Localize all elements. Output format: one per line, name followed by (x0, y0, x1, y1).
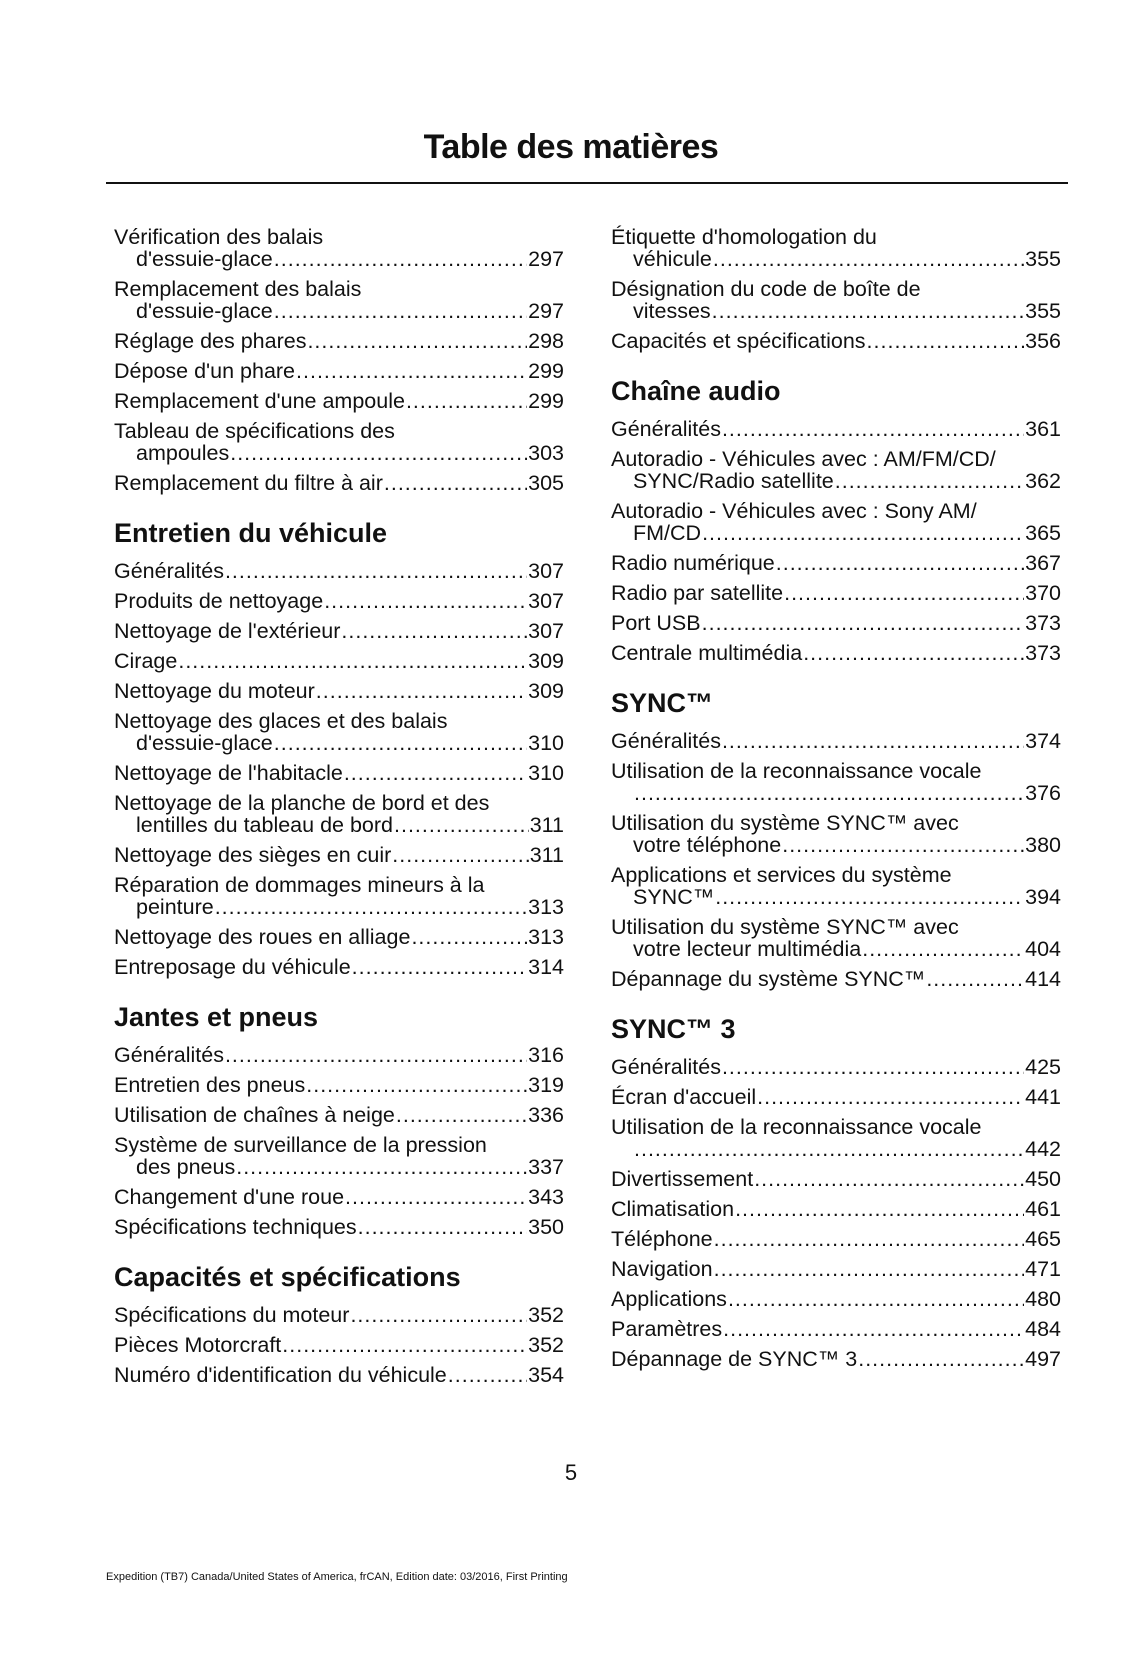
toc-entry-line (114, 1364, 564, 1386)
toc-entry-title-end: Généralités (611, 729, 721, 753)
toc-right-column (611, 226, 1061, 1378)
toc-entry-title-end: Changement d'une roue (114, 1185, 345, 1209)
dot-leader (396, 1104, 527, 1126)
toc-entry-line (114, 330, 564, 352)
toc-entry-line (611, 730, 1061, 752)
toc-entry-title-end: Divertissement (611, 1167, 754, 1191)
toc-entry-line (114, 1044, 564, 1066)
footer-edition-info: Expedition (TB7) Canada/United States of America, frCAN, Edition date: 03/2016, First Printing (106, 1571, 568, 1583)
toc-entry-line (114, 1216, 564, 1238)
toc-entry-line (611, 612, 1061, 634)
toc-entry-page: 305 (528, 471, 564, 495)
toc-entry-title-end: Écran d'accueil (611, 1085, 757, 1109)
toc-entry-title-end: Réglage des phares (114, 329, 307, 353)
toc-entry-page: 373 (1025, 611, 1061, 635)
toc-entry-line (611, 470, 1061, 492)
toc-entry-page: 307 (528, 559, 564, 583)
toc-entry-line (611, 968, 1061, 990)
toc-entry-line (114, 1304, 564, 1326)
dot-leader (735, 1198, 1024, 1220)
toc-entry-line (611, 1348, 1061, 1370)
toc-entry-title: Désignation du code de boîte de (611, 277, 921, 301)
toc-entry-title-end: Centrale multimédia (611, 641, 803, 665)
toc-entry[interactable] (611, 582, 1061, 604)
toc-entry-title-end: peinture (136, 895, 214, 919)
dot-leader (722, 1056, 1024, 1078)
toc-entry[interactable] (611, 226, 1061, 270)
toc-entry[interactable] (114, 926, 564, 948)
dot-leader (324, 590, 527, 612)
toc-entry-line (611, 582, 1061, 604)
toc-entry[interactable] (611, 1056, 1061, 1078)
toc-entry-line (611, 418, 1061, 440)
toc-entry-page: 352 (528, 1333, 564, 1357)
toc-entry-title-end: Numéro d'identification du véhicule (114, 1363, 447, 1387)
toc-entry-page: 350 (528, 1215, 564, 1239)
title-divider (106, 182, 1068, 184)
toc-entry-title: Utilisation de la reconnaissance vocale (611, 1115, 982, 1139)
toc-entry-line (114, 814, 564, 836)
toc-entry-page: 376 (1025, 781, 1061, 805)
toc-entry-page: 307 (528, 589, 564, 613)
toc-entry-page: 316 (528, 1043, 564, 1067)
toc-entry[interactable] (114, 472, 564, 494)
toc-entry-page: 314 (528, 955, 564, 979)
toc-entry-page: 309 (528, 649, 564, 673)
toc-entry-line (611, 642, 1061, 664)
toc-entry-title-end: Nettoyage de l'habitacle (114, 761, 343, 785)
toc-entry-title-end: Remplacement d'une ampoule (114, 389, 405, 413)
toc-entry-page: 414 (1025, 967, 1061, 991)
toc-entry[interactable] (114, 680, 564, 702)
toc-entry-title-end: Spécifications techniques (114, 1215, 357, 1239)
toc-entry-line (114, 650, 564, 672)
toc-entry-page: 380 (1025, 833, 1061, 857)
toc-entry-line (611, 1138, 1061, 1160)
toc-entry[interactable] (611, 1348, 1061, 1370)
toc-entry-line (611, 330, 1061, 352)
toc-entry-page: 311 (529, 813, 564, 837)
dot-leader (406, 390, 527, 412)
toc-entry-page: 303 (528, 441, 564, 465)
toc-entry-title: Utilisation du système SYNC™ avec (611, 811, 959, 835)
toc-entry[interactable] (611, 418, 1061, 440)
toc-entry-page: 461 (1025, 1197, 1061, 1221)
toc-entry[interactable] (114, 956, 564, 978)
toc-entry-page: 367 (1025, 551, 1061, 575)
toc-entry-line (611, 886, 1061, 908)
section-heading: Entretien du véhicule (114, 518, 388, 548)
toc-entry-page: 310 (528, 761, 564, 785)
toc-entry-line (611, 834, 1061, 856)
toc-entry[interactable] (114, 650, 564, 672)
dot-leader (803, 642, 1024, 664)
dot-leader (341, 620, 527, 642)
dot-leader (307, 330, 527, 352)
toc-entry-page: 310 (528, 731, 564, 755)
toc-entry-line (611, 1288, 1061, 1310)
toc-entry-title: Tableau de spécifications des (114, 419, 395, 443)
dot-leader (225, 1044, 527, 1066)
toc-entry[interactable] (114, 560, 564, 582)
toc-entry-title-end: Applications (611, 1287, 727, 1311)
toc-entry-line (114, 844, 564, 866)
dot-leader (411, 926, 527, 948)
toc-entry-title-end: Dépose d'un phare (114, 359, 296, 383)
section-heading: Chaîne audio (611, 376, 781, 406)
toc-entry-title-end: des pneus (136, 1155, 236, 1179)
toc-entry[interactable] (114, 1304, 564, 1326)
toc-entry[interactable] (611, 812, 1061, 856)
toc-entry[interactable] (611, 612, 1061, 634)
dot-leader (230, 442, 527, 464)
toc-entry-title-end: Capacités et spécifications (611, 329, 866, 353)
toc-entry[interactable] (611, 864, 1061, 908)
toc-entry-line (114, 248, 564, 270)
toc-entry[interactable] (611, 1318, 1061, 1340)
toc-entry-title-end: vitesses (633, 299, 711, 323)
toc-entry-line (114, 1334, 564, 1356)
dot-leader (715, 886, 1024, 908)
toc-entry-line (114, 762, 564, 784)
toc-entry-title-end: Radio numérique (611, 551, 775, 575)
toc-entry-line (611, 522, 1061, 544)
toc-entry-page: 311 (529, 843, 564, 867)
toc-entry-line (611, 1318, 1061, 1340)
toc-entry-title-end: véhicule (633, 247, 712, 271)
dot-leader (296, 360, 527, 382)
toc-entry-title-end: d'essuie-glace (136, 299, 273, 323)
toc-entry-title: Remplacement des balais (114, 277, 362, 301)
toc-entry-page: 442 (1025, 1137, 1061, 1161)
toc-entry-line (611, 1168, 1061, 1190)
dot-leader (358, 1216, 528, 1238)
toc-entry[interactable] (114, 278, 564, 322)
dot-leader (835, 470, 1024, 492)
dot-leader (345, 1186, 527, 1208)
toc-entry[interactable] (114, 226, 564, 270)
toc-entry-title-end: Généralités (114, 1043, 224, 1067)
toc-entry-title-end: Dépannage de SYNC™ 3 (611, 1347, 858, 1371)
toc-entry-page: 484 (1025, 1317, 1061, 1341)
toc-entry-line (114, 620, 564, 642)
toc-entry-title: Utilisation du système SYNC™ avec (611, 915, 959, 939)
toc-entry-line (114, 1156, 564, 1178)
toc-entry[interactable] (114, 1216, 564, 1238)
toc-entry-line (114, 1186, 564, 1208)
toc-entry-title-end: Climatisation (611, 1197, 735, 1221)
toc-entry-title-end: SYNC/Radio satellite (633, 469, 834, 493)
dot-leader (712, 300, 1024, 322)
section-heading: SYNC™ (611, 688, 714, 718)
toc-entry-page: 394 (1025, 885, 1061, 909)
section-heading: SYNC™ 3 (611, 1014, 736, 1044)
toc-entry[interactable] (611, 1198, 1061, 1220)
toc-entry-page: 352 (528, 1303, 564, 1327)
toc-entry-line (114, 1104, 564, 1126)
toc-entry-title-end: Nettoyage du moteur (114, 679, 315, 703)
toc-entry-title: Autoradio - Véhicules avec : AM/FM/CD/ (611, 447, 996, 471)
toc-entry-line (611, 1056, 1061, 1078)
toc-entry-line (114, 560, 564, 582)
toc-entry-page: 465 (1025, 1227, 1061, 1251)
dot-leader (282, 1334, 527, 1356)
toc-entry-title: Nettoyage de la planche de bord et des (114, 791, 490, 815)
dot-leader (723, 1318, 1024, 1340)
dot-leader (702, 612, 1025, 634)
toc-entry-title: Système de surveillance de la pression (114, 1133, 487, 1157)
toc-entry-title-end: Port USB (611, 611, 701, 635)
dot-leader (344, 762, 527, 784)
toc-entry-page: 343 (528, 1185, 564, 1209)
toc-entry-line (611, 1228, 1061, 1250)
toc-entry-line (114, 442, 564, 464)
toc-entry-title-end: Nettoyage des sièges en cuir (114, 843, 392, 867)
dot-leader (776, 552, 1024, 574)
dot-leader (702, 522, 1024, 544)
toc-entry-title-end: Généralités (611, 417, 721, 441)
toc-entry-page: 356 (1025, 329, 1061, 353)
toc-entry-line (114, 300, 564, 322)
toc-entry-page: 337 (528, 1155, 564, 1179)
toc-entry-line (114, 956, 564, 978)
toc-entry[interactable] (114, 874, 564, 918)
dot-leader (394, 814, 529, 836)
toc-entry[interactable] (114, 1334, 564, 1356)
dot-leader (274, 300, 527, 322)
toc-entry[interactable] (114, 360, 564, 382)
toc-entry-title: Nettoyage des glaces et des balais (114, 709, 448, 733)
dot-leader (634, 1138, 1024, 1160)
toc-entry-line (114, 896, 564, 918)
toc-entry-line (114, 472, 564, 494)
toc-entry[interactable] (611, 730, 1061, 752)
toc-entry-page: 355 (1025, 299, 1061, 323)
toc-entry-page: 319 (528, 1073, 564, 1097)
toc-entry[interactable] (114, 330, 564, 352)
toc-entry[interactable] (611, 642, 1061, 664)
dot-leader (713, 248, 1024, 270)
toc-entry-title: Vérification des balais (114, 225, 324, 249)
toc-entry-title-end: Entretien des pneus (114, 1073, 306, 1097)
toc-entry-page: 450 (1025, 1167, 1061, 1191)
dot-leader (754, 1168, 1024, 1190)
toc-entry-line (114, 390, 564, 412)
toc-entry-title-end: Pièces Motorcraft (114, 1333, 282, 1357)
dot-leader (714, 1258, 1025, 1280)
dot-leader (384, 472, 527, 494)
toc-entry-title-end: Généralités (114, 559, 224, 583)
section-heading: Capacités et spécifications (114, 1262, 461, 1292)
toc-entry-title-end: Navigation (611, 1257, 713, 1281)
toc-entry[interactable] (611, 760, 1061, 804)
toc-entry-page: 365 (1025, 521, 1061, 545)
dot-leader (225, 560, 527, 582)
toc-entry-title-end: Entreposage du véhicule (114, 955, 351, 979)
page-number: 5 (564, 1460, 578, 1485)
toc-entry[interactable] (611, 1168, 1061, 1190)
dot-leader (215, 896, 527, 918)
toc-entry-line (114, 926, 564, 948)
toc-entry-page: 404 (1025, 937, 1061, 961)
toc-entry-page: 361 (1025, 417, 1061, 441)
toc-entry-line (611, 938, 1061, 960)
toc-entry-line (114, 1074, 564, 1096)
toc-entry-title-end: Utilisation de chaînes à neige (114, 1103, 395, 1127)
toc-entry[interactable] (114, 390, 564, 412)
dot-leader (352, 956, 527, 978)
toc-entry-page: 336 (528, 1103, 564, 1127)
toc-left-column (114, 226, 564, 1394)
dot-leader (350, 1304, 527, 1326)
toc-entry-line (114, 360, 564, 382)
toc-entry-page: 298 (528, 329, 564, 353)
toc-entry-line (611, 1258, 1061, 1280)
toc-entry-title: Utilisation de la reconnaissance vocale (611, 759, 982, 783)
toc-entry-title-end: Spécifications du moteur (114, 1303, 350, 1327)
toc-entry-line (114, 590, 564, 612)
section-heading: Jantes et pneus (114, 1002, 319, 1032)
toc-entry-line (611, 782, 1061, 804)
toc-entry-page: 497 (1025, 1347, 1061, 1371)
toc-entry[interactable] (114, 1044, 564, 1066)
toc-entry-title-end: Dépannage du système SYNC™ (611, 967, 926, 991)
toc-entry-line (114, 732, 564, 754)
toc-entry[interactable] (611, 968, 1061, 990)
toc-entry-line (611, 1086, 1061, 1108)
toc-entry-line (114, 680, 564, 702)
toc-entry[interactable] (611, 1116, 1061, 1160)
toc-entry-title-end: FM/CD (633, 521, 702, 545)
dot-leader (858, 1348, 1024, 1370)
toc-entry[interactable] (611, 1086, 1061, 1108)
toc-entry[interactable] (611, 1228, 1061, 1250)
toc-entry[interactable] (114, 1074, 564, 1096)
dot-leader (178, 650, 527, 672)
toc-entry-page: 370 (1025, 581, 1061, 605)
toc-entry[interactable] (114, 1104, 564, 1126)
toc-entry-page: 297 (528, 247, 564, 271)
toc-entry[interactable] (611, 1258, 1061, 1280)
toc-entry-page: 471 (1025, 1257, 1061, 1281)
dot-leader (784, 582, 1024, 604)
dot-leader (757, 1086, 1024, 1108)
toc-entry-title-end: SYNC™ (633, 885, 715, 909)
toc-entry[interactable] (114, 590, 564, 612)
toc-entry[interactable] (114, 1186, 564, 1208)
toc-entry-page: 480 (1025, 1287, 1061, 1311)
dot-leader (862, 938, 1024, 960)
toc-entry-title: Autoradio - Véhicules avec : Sony AM/ (611, 499, 977, 523)
dot-leader (782, 834, 1024, 856)
dot-leader (926, 968, 1024, 990)
toc-entry-title-end: Nettoyage des roues en alliage (114, 925, 411, 949)
toc-entry[interactable] (114, 844, 564, 866)
toc-entry[interactable] (114, 1364, 564, 1386)
toc-entry-title-end: votre téléphone (633, 833, 782, 857)
toc-entry[interactable] (611, 1288, 1061, 1310)
toc-entry-page: 354 (528, 1363, 564, 1387)
toc-entry-title-end: Nettoyage de l'extérieur (114, 619, 341, 643)
dot-leader (274, 732, 527, 754)
dot-leader (728, 1288, 1024, 1310)
toc-entry[interactable] (611, 500, 1061, 544)
toc-entry[interactable] (114, 762, 564, 784)
toc-entry-page: 297 (528, 299, 564, 323)
toc-entry[interactable] (611, 278, 1061, 322)
dot-leader (392, 844, 528, 866)
dot-leader (722, 730, 1024, 752)
toc-entry-page: 355 (1025, 247, 1061, 271)
toc-entry-title-end: Radio par satellite (611, 581, 784, 605)
toc-entry[interactable] (114, 420, 564, 464)
toc-entry-page: 313 (528, 895, 564, 919)
page-title: Table des matières (423, 128, 719, 166)
toc-entry-page: 362 (1025, 469, 1061, 493)
toc-entry-title: Étiquette d'homologation du (611, 225, 877, 249)
toc-entry-line (611, 1198, 1061, 1220)
toc-entry-title-end: Produits de nettoyage (114, 589, 324, 613)
dot-leader (306, 1074, 527, 1096)
toc-entry[interactable] (114, 1134, 564, 1178)
toc-entry-line (611, 300, 1061, 322)
dot-leader (867, 330, 1025, 352)
toc-entry-title-end: lentilles du tableau de bord (136, 813, 393, 837)
dot-leader (714, 1228, 1025, 1250)
dot-leader (448, 1364, 527, 1386)
toc-entry-title-end: votre lecteur multimédia (633, 937, 862, 961)
dot-leader (634, 782, 1024, 804)
toc-entry-line (611, 248, 1061, 270)
toc-entry-title-end: ampoules (136, 441, 230, 465)
toc-entry-title-end: Généralités (611, 1055, 721, 1079)
toc-entry-page: 309 (528, 679, 564, 703)
toc-entry-title-end: Paramètres (611, 1317, 723, 1341)
dot-leader (722, 418, 1024, 440)
toc-entry-page: 307 (528, 619, 564, 643)
toc-entry[interactable] (114, 792, 564, 836)
toc-entry-page: 313 (528, 925, 564, 949)
toc-entry[interactable] (611, 916, 1061, 960)
toc-entry[interactable] (611, 552, 1061, 574)
toc-entry[interactable] (611, 448, 1061, 492)
toc-entry-page: 373 (1025, 641, 1061, 665)
toc-entry-title: Applications et services du système (611, 863, 952, 887)
toc-entry[interactable] (114, 710, 564, 754)
dot-leader (316, 680, 527, 702)
toc-entry-title-end: d'essuie-glace (136, 731, 273, 755)
toc-entry[interactable] (611, 330, 1061, 352)
toc-entry-title-end: Téléphone (611, 1227, 713, 1251)
toc-entry-page: 425 (1025, 1055, 1061, 1079)
toc-entry-page: 299 (528, 359, 564, 383)
dot-leader (236, 1156, 527, 1178)
toc-entry-title-end: Remplacement du filtre à air (114, 471, 383, 495)
toc-entry-line (611, 552, 1061, 574)
dot-leader (274, 248, 527, 270)
toc-entry-page: 299 (528, 389, 564, 413)
toc-entry[interactable] (114, 620, 564, 642)
toc-entry-page: 441 (1025, 1085, 1061, 1109)
toc-entry-page: 374 (1025, 729, 1061, 753)
toc-entry-title-end: d'essuie-glace (136, 247, 273, 271)
toc-entry-title: Réparation de dommages mineurs à la (114, 873, 485, 897)
toc-entry-title-end: Cirage (114, 649, 178, 673)
